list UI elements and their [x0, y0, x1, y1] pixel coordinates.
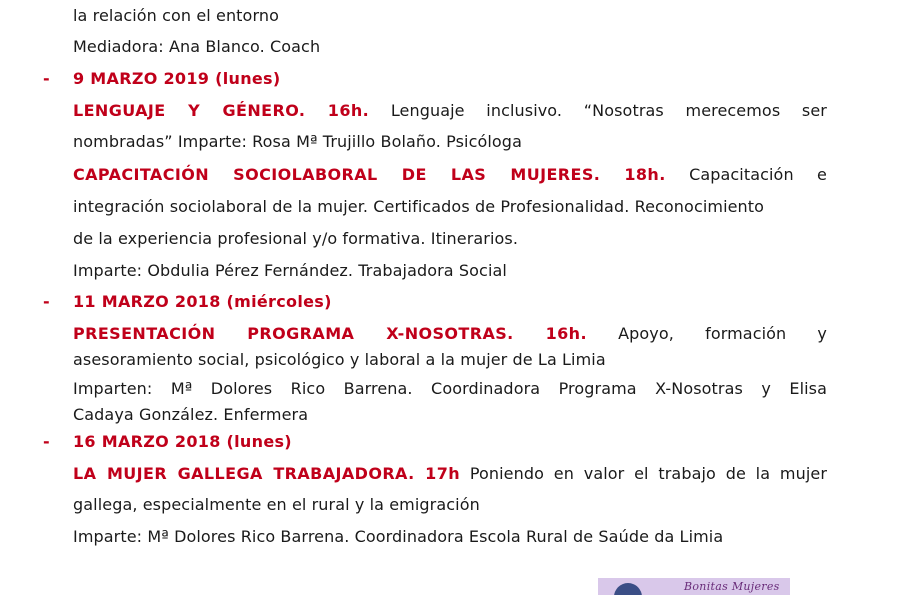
event-1-item-1-line-1 — [73, 101, 827, 121]
event-1-item-2-desc-4: Imparte: Obdulia Pérez Fernández. Trabajadora Social — [73, 261, 507, 280]
event-3-item-1-line-1 — [73, 464, 827, 484]
event-1-item-1-title: LENGUAJE Y GÉNERO. 16h. — [73, 101, 370, 120]
event-2-bullet: - — [43, 292, 50, 311]
logo-script-text: Bonitas Mujeres — [684, 580, 780, 593]
event-2-date: 11 MARZO 2018 (miércoles) — [73, 292, 332, 311]
event-1-date: 9 MARZO 2019 (lunes) — [73, 69, 281, 88]
event-1-item-2-title: CAPACITACIÓN SOCIOLABORAL DE LAS MUJERES. 18h. — [73, 165, 666, 184]
event-1-item-2-desc-2: integración sociolaboral de la mujer. Certificados de Profesionalidad. Reconocimiento — [73, 197, 765, 216]
event-2-item-1-line-1 — [73, 324, 827, 344]
event-1-item-2-desc-1: Capacitación e — [689, 165, 827, 184]
event-1-item-1-desc-2: nombradas” Imparte: Rosa Mª Trujillo Bolaño. Psicóloga — [73, 132, 522, 151]
logo-circle-icon — [614, 583, 642, 595]
organization-logo — [598, 578, 790, 595]
event-3-item-1-title: LA MUJER GALLEGA TRABAJADORA. 17h — [73, 464, 461, 483]
event-2-item-1-title: PRESENTACIÓN PROGRAMA X-NOSOTRAS. 16h. — [73, 324, 587, 343]
event-3-date: 16 MARZO 2018 (lunes) — [73, 432, 292, 451]
event-3-item-1-desc-3: Imparte: Mª Dolores Rico Barrena. Coordinadora Escola Rural de Saúde da Limia — [73, 527, 724, 546]
event-1-item-1-desc-1: Lenguaje inclusivo. “Nosotras merecemos ser — [390, 101, 827, 120]
event-3-bullet: - — [43, 432, 50, 451]
event-3-item-1-desc-1: Poniendo en valor el trabajo de la mujer — [469, 464, 827, 483]
intro-line-1: la relación con el entorno — [73, 6, 279, 25]
event-1-item-2-desc-3: de la experiencia profesional y/o formativa. Itinerarios. — [73, 229, 519, 248]
event-3-item-1-desc-2: gallega, especialmente en el rural y la emigración — [73, 495, 480, 514]
event-2-item-1-desc-3: Imparten: Mª Dolores Rico Barrena. Coordinadora Programa X-Nosotras y Elisa — [73, 379, 827, 398]
intro-line-2: Mediadora: Ana Blanco. Coach — [73, 37, 321, 56]
event-1-bullet: - — [43, 69, 50, 88]
event-2-item-1-desc-2: asesoramiento social, psicológico y laboral a la mujer de La Limia — [73, 350, 606, 369]
event-2-item-1-desc-4: Cadaya González. Enfermera — [73, 405, 309, 424]
event-2-item-1-desc-1: Apoyo, formación y — [618, 324, 827, 343]
event-1-item-2-line-1 — [73, 165, 827, 185]
